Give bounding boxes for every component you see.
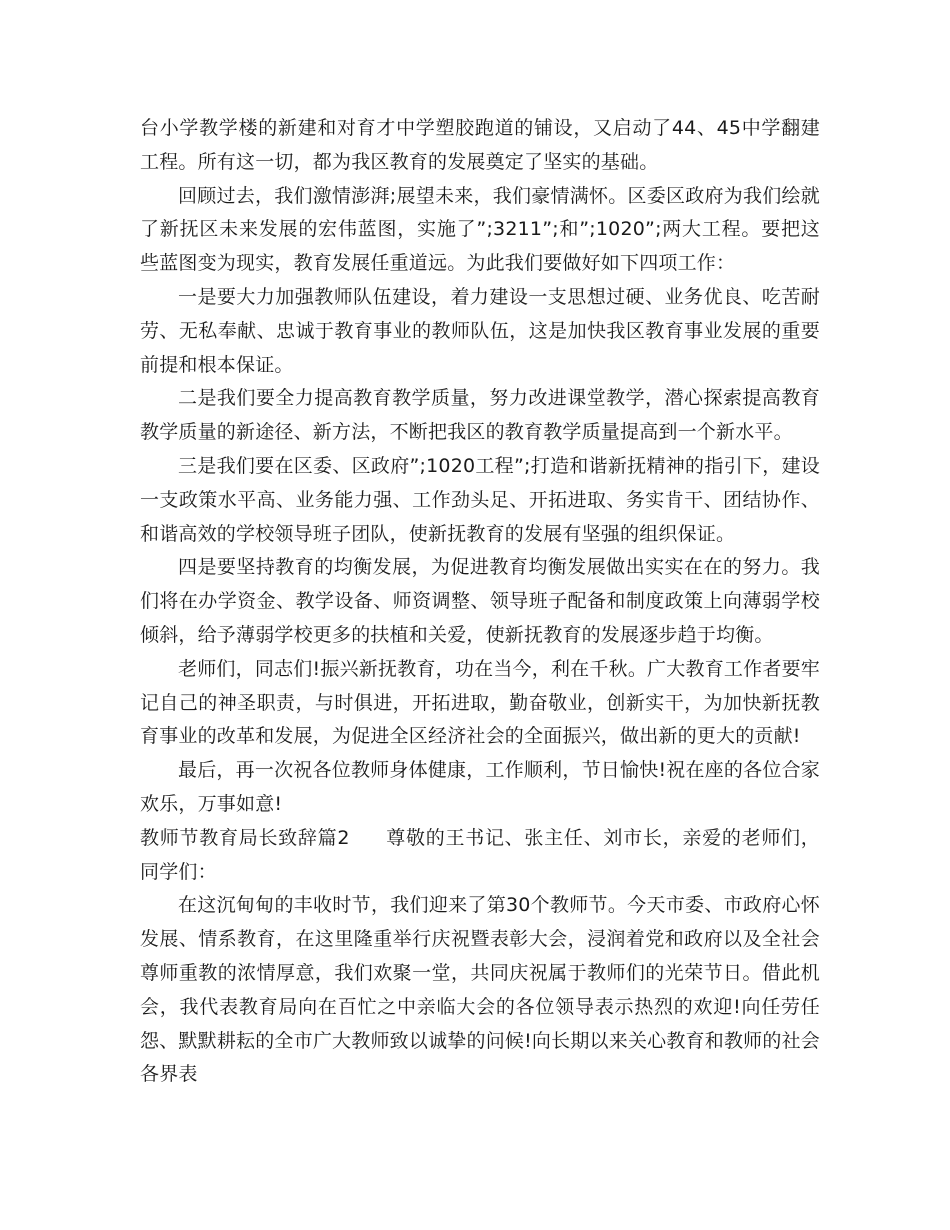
section-heading-line (140, 822, 820, 890)
paragraph-continuation: 台小学教学楼的新建和对育才中学塑胶跑道的铺设，又启动了44、45中学翻建工程。所有这一切，都为我区教育的发展奠定了坚实的基础。 (140, 117, 820, 173)
paragraph-review: 回顾过去，我们激情澎湃;展望未来，我们豪情满怀。区委区政府为我们绘就了新抚区未来发展的宏伟蓝图，实施了”;3211”;和”;1020”;两大工程。要把这些蓝图变为现实，教育发展任重道远。为此我们要做好如下四项工作： (140, 184, 820, 275)
paragraph-closing-wishes: 最后，再一次祝各位教师身体健康，工作顺利，节日愉快!祝在座的各位合家欢乐，万事如意! (140, 759, 820, 815)
section-salutation: 尊敬的王书记、张主任、刘市长，亲爱的老师们，同学们： (140, 826, 820, 883)
document-body (140, 112, 820, 1092)
paragraph-task-four: 四是要坚持教育的均衡发展，为促进教育均衡发展做出实实在在的努力。我们将在办学资金、教学设备、师资调整、领导班子配备和制度政策上向薄弱学校倾斜，给予薄弱学校更多的扶植和关爱，使新抚教育的发展逐步趋于均衡。 (140, 556, 820, 646)
paragraph-opening: 在这沉甸甸的丰收时节，我们迎来了第30个教师节。今天市委、市政府心怀发展、情系教育，在这里隆重举行庆祝暨表彰大会，浸润着党和政府以及全社会尊师重教的浓情厚意，我们欢聚一堂，共同庆祝属于教师们的光荣节日。借此机会，我代表教育局向在百忙之中亲临大会的各位领导表示热烈的欢迎!向任劳任怨、默默耕耘的全市广大教师致以诚挚的问候!向长期以来关心教育和教师的社会各界表 (140, 894, 820, 1086)
paragraph-task-one: 一是要大力加强教师队伍建设，着力建设一支思想过硬、业务优良、吃苦耐劳、无私奉献、忠诚于教育事业的教师队伍，这是加快我区教育事业发展的重要前提和根本保证。 (140, 285, 820, 376)
paragraph-task-two: 二是我们要全力提高教育教学质量，努力改进课堂教学，潜心探索提高教育教学质量的新途径、新方法，不断把我区的教育教学质量提高到一个新水平。 (140, 387, 820, 444)
paragraph-task-three: 三是我们要在区委、区政府”;1020工程”;打造和谐新抚精神的指引下，建设一支政策水平高、业务能力强、工作劲头足、开拓进取、务实肯干、团结协作、和谐高效的学校领导班子团队，使新抚教育的发展有坚强的组织保证。 (140, 454, 820, 545)
paragraph-call-to-action: 老师们，同志们!振兴新抚教育，功在当今，利在千秋。广大教育工作者要牢记自己的神圣职责，与时俱进，开拓进取，勤奋敬业，创新实干，为加快新抚教育事业的改革和发展，为促进全区经济社会的全面振兴，做出新的更大的贡献! (140, 657, 820, 748)
section-title: 教师节教育局长致辞篇2 (140, 826, 350, 849)
